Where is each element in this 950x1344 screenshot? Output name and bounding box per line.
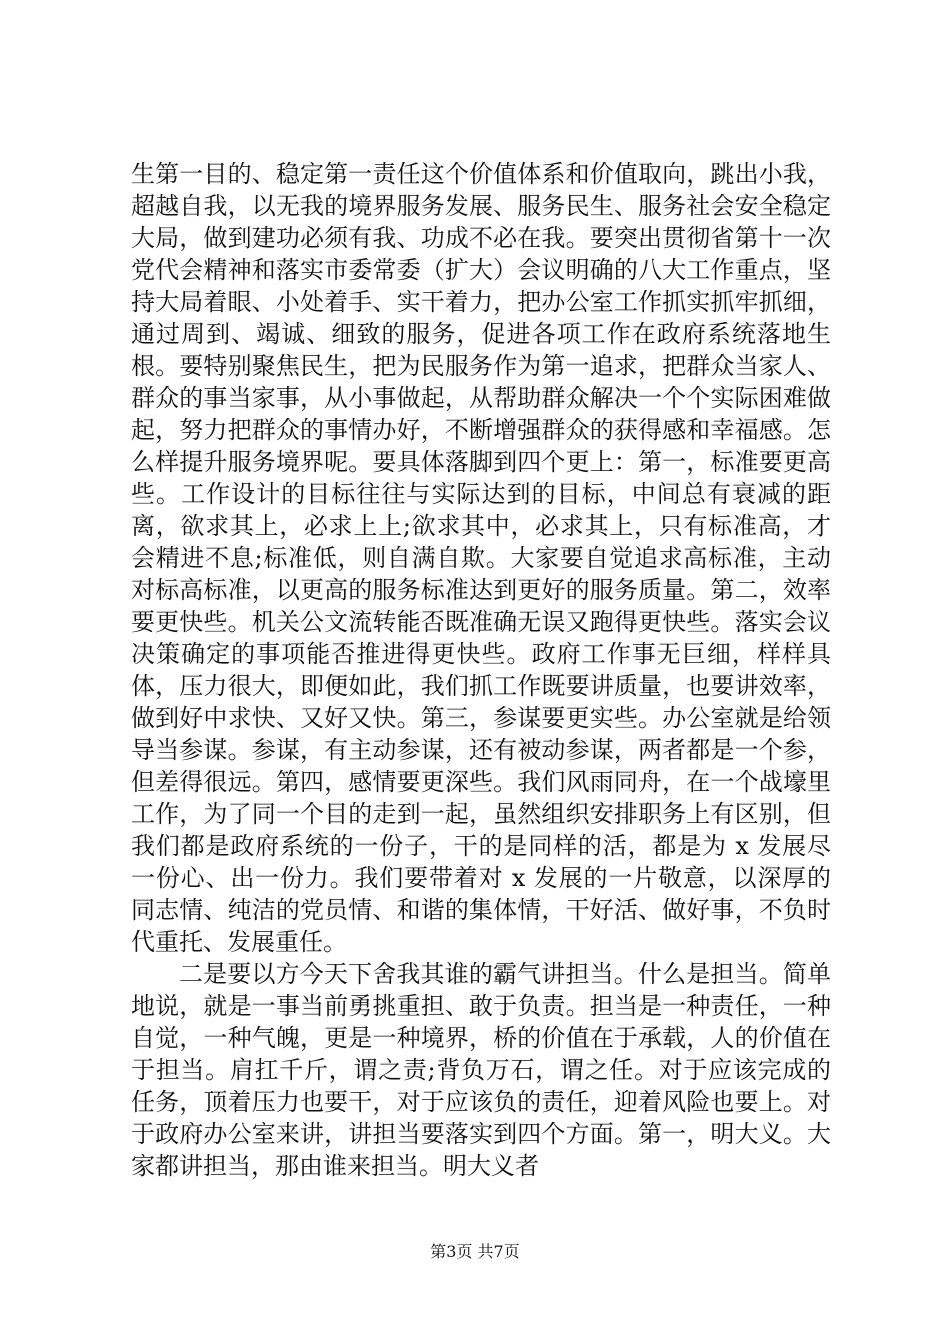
document-body xyxy=(131,158,831,1182)
paragraph-continued: 生第一目的、稳定第一责任这个价值体系和价值取向，跳出小我，超越自我，以无我的境界服务发展、服务民生、服务社会安全稳定大局，做到建功必须有我、功成不必在我。要突出贯彻省第十一次党代会精神和落实市委常委（扩大）会议明确的八大工作重点，坚持大局着眼、小处着手、实干着力，把办公室工作抓实抓牢抓细，通过周到、竭诚、细致的服务，促进各项工作在政府系统落地生根。要特别聚焦民生，把为民服务作为第一追求，把群众当家人、群众的事当家事，从小事做起，从帮助群众解决一个个实际困难做起，努力把群众的事情办好，不断增强群众的获得感和幸福感。怎么样提升服务境界呢。要具体落脚到四个更上：第一，标准要更高些。工作设计的目标往往与实际达到的目标，中间总有衰减的距离，欲求其上，必求上上;欲求其中，必求其上，只有标准高，才会精进不息;标准低，则自满自欺。大家要自觉追求高标准，主动对标高标准，以更高的服务标准达到更好的服务质量。第二，效率要更快些。机关公文流转能否既准确无误又跑得更快些。落实会议决策确定的事项能否推进得更快些。政府工作事无巨细，样样具体，压力很大，即便如此，我们抓工作既要讲质量，也要讲效率，做到好中求快、又好又快。第三，参谋要更实些。办公室就是给领导当参谋。参谋，有主动参谋，还有被动参谋，两者都是一个参，但差得很远。第四，感情要更深些。我们风雨同舟，在一个战壕里工作，为了同一个目的走到一起，虽然组织安排职务上有区别，但我们都是政府系统的一份子，干的是同样的活，都是为 x 发展尽一份心、出一份力。我们要带着对 x 发展的一片敬意，以深厚的同志情、纯洁的党员情、和谐的集体情，干好活、做好事，不负时代重托、发展重任。 xyxy=(131,160,831,956)
paragraph-second: 二是要以方今天下舍我其谁的霸气讲担当。什么是担当。简单地说，就是一事当前勇挑重担、敢于负责。担当是一种责任，一种自觉，一种气魄，更是一种境界，桥的价值在于承载，人的价值在于担当。肩扛千斤，谓之责;背负万石，谓之任。对于应该完成的任务，顶着压力也要干，对于应该负的责任，迎着风险也要上。对于政府办公室来讲，讲担当要落实到四个方面。第一，明大义。大家都讲担当，那由谁来担当。明大义者 xyxy=(131,960,831,1180)
page-footer: 第3页 共7页 xyxy=(430,1242,520,1261)
